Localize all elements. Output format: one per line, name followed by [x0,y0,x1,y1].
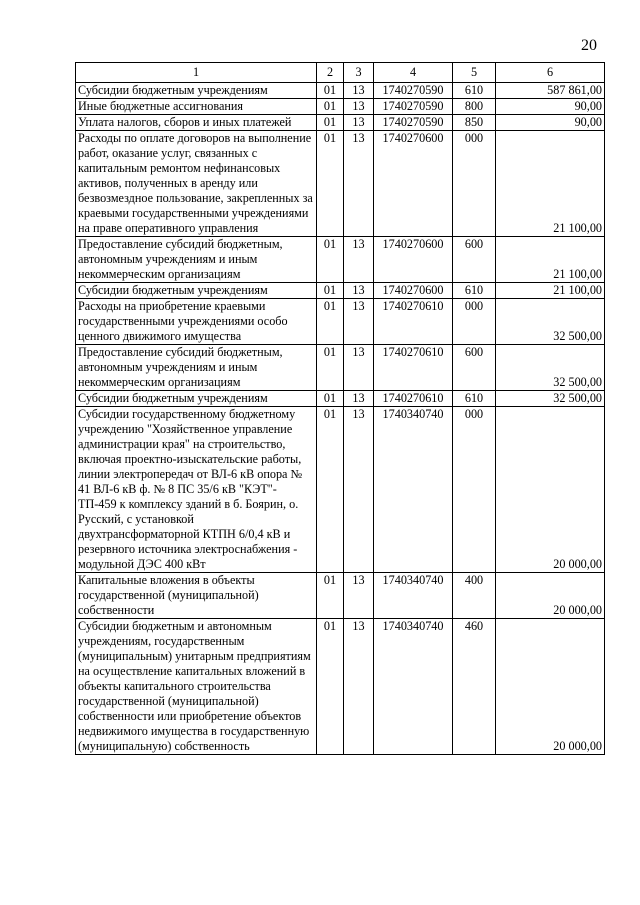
row-code-2: 01 [317,115,344,131]
row-amount: 20 000,00 [496,619,605,755]
row-code-3: 13 [344,619,374,755]
row-code-2: 01 [317,573,344,619]
row-code-5: 460 [453,619,496,755]
row-code-2: 01 [317,619,344,755]
table-row [76,83,605,99]
row-name: Капитальные вложения в объекты государственной (муниципальной) собственности [76,573,317,619]
row-name: Субсидии бюджетным учреждениям [76,283,317,299]
table-row [76,345,605,391]
row-amount: 20 000,00 [496,407,605,573]
row-code-3: 13 [344,573,374,619]
row-code-3: 13 [344,391,374,407]
row-code-3: 13 [344,237,374,283]
row-code-4: 1740270590 [374,115,453,131]
row-code-2: 01 [317,407,344,573]
row-amount: 32 500,00 [496,391,605,407]
header-col-2: 2 [317,63,344,83]
row-amount: 90,00 [496,115,605,131]
row-code-2: 01 [317,299,344,345]
row-code-3: 13 [344,299,374,345]
row-code-5: 610 [453,283,496,299]
row-code-5: 610 [453,391,496,407]
row-name: Субсидии государственному бюджетному учреждению "Хозяйственное управление администрации края" на строительство, включая проектно-изыскательские работы, линии электропередач от ВЛ-6 кВ опора № 41 ВЛ-6 кВ ф. № 8 ПС 35/6 кВ "КЭТ"-ТП-459 к комплексу зданий в б. Боярин, о. Русский, с установкой двухтрансформаторной КТПН 6/0,4 кВ и резервного источника электроснабжения - модульной ДЭС 400 кВт [76,407,317,573]
row-amount: 90,00 [496,99,605,115]
row-code-5: 000 [453,131,496,237]
row-code-2: 01 [317,83,344,99]
table-header-row [76,63,605,83]
row-name: Уплата налогов, сборов и иных платежей [76,115,317,131]
row-code-4: 1740270600 [374,131,453,237]
row-code-4: 1740270590 [374,83,453,99]
row-name: Субсидии бюджетным и автономным учреждениям, государственным (муниципальным) унитарным предприятиям на осуществление капитальных вложений в объекты капитального строительства государственной (муниципальной) собственности или приобретение объектов недвижимого имущества в государственную (муниципальную) собственность [76,619,317,755]
header-col-4: 4 [374,63,453,83]
table-row [76,131,605,237]
row-amount: 20 000,00 [496,573,605,619]
row-code-4: 1740340740 [374,407,453,573]
header-col-6: 6 [496,63,605,83]
row-code-5: 850 [453,115,496,131]
row-amount: 32 500,00 [496,299,605,345]
row-code-5: 800 [453,99,496,115]
row-code-5: 000 [453,299,496,345]
row-name: Субсидии бюджетным учреждениям [76,83,317,99]
header-col-1: 1 [76,63,317,83]
row-name: Расходы на приобретение краевыми государственными учреждениями особо ценного движимого имущества [76,299,317,345]
row-code-4: 1740270590 [374,99,453,115]
row-code-4: 1740270610 [374,391,453,407]
row-name: Субсидии бюджетным учреждениям [76,391,317,407]
row-name: Предоставление субсидий бюджетным, автономным учреждениям и иным некоммерческим организациям [76,345,317,391]
row-amount: 21 100,00 [496,237,605,283]
table-row [76,115,605,131]
row-amount: 587 861,00 [496,83,605,99]
header-col-3: 3 [344,63,374,83]
row-name: Предоставление субсидий бюджетным, автономным учреждениям и иным некоммерческим организациям [76,237,317,283]
row-code-3: 13 [344,115,374,131]
row-name: Иные бюджетные ассигнования [76,99,317,115]
row-name: Расходы по оплате договоров на выполнение работ, оказание услуг, связанных с капитальным ремонтом нефинансовых активов, полученных в аренду или безвозмездное пользование, закрепленных за краевыми государственными учреждениями на праве оперативного управления [76,131,317,237]
row-code-2: 01 [317,283,344,299]
row-code-2: 01 [317,99,344,115]
page-number: 20 [581,37,597,54]
row-code-2: 01 [317,237,344,283]
row-code-5: 000 [453,407,496,573]
row-code-4: 1740340740 [374,619,453,755]
table-row [76,283,605,299]
row-amount: 21 100,00 [496,131,605,237]
row-code-3: 13 [344,407,374,573]
row-code-2: 01 [317,345,344,391]
row-code-4: 1740270610 [374,345,453,391]
row-code-3: 13 [344,283,374,299]
table-row [76,407,605,573]
table-row [76,573,605,619]
row-code-4: 1740270600 [374,237,453,283]
table-row [76,237,605,283]
table-row [76,99,605,115]
table-row [76,619,605,755]
row-code-2: 01 [317,131,344,237]
row-code-4: 1740270610 [374,299,453,345]
header-col-5: 5 [453,63,496,83]
row-code-3: 13 [344,345,374,391]
row-amount: 21 100,00 [496,283,605,299]
row-code-3: 13 [344,83,374,99]
row-code-5: 610 [453,83,496,99]
row-code-3: 13 [344,131,374,237]
row-code-2: 01 [317,391,344,407]
row-code-4: 1740340740 [374,573,453,619]
row-code-5: 600 [453,345,496,391]
row-code-5: 600 [453,237,496,283]
row-code-3: 13 [344,99,374,115]
table-row [76,391,605,407]
budget-table [75,62,605,755]
row-code-4: 1740270600 [374,283,453,299]
row-amount: 32 500,00 [496,345,605,391]
row-code-5: 400 [453,573,496,619]
table-row [76,299,605,345]
